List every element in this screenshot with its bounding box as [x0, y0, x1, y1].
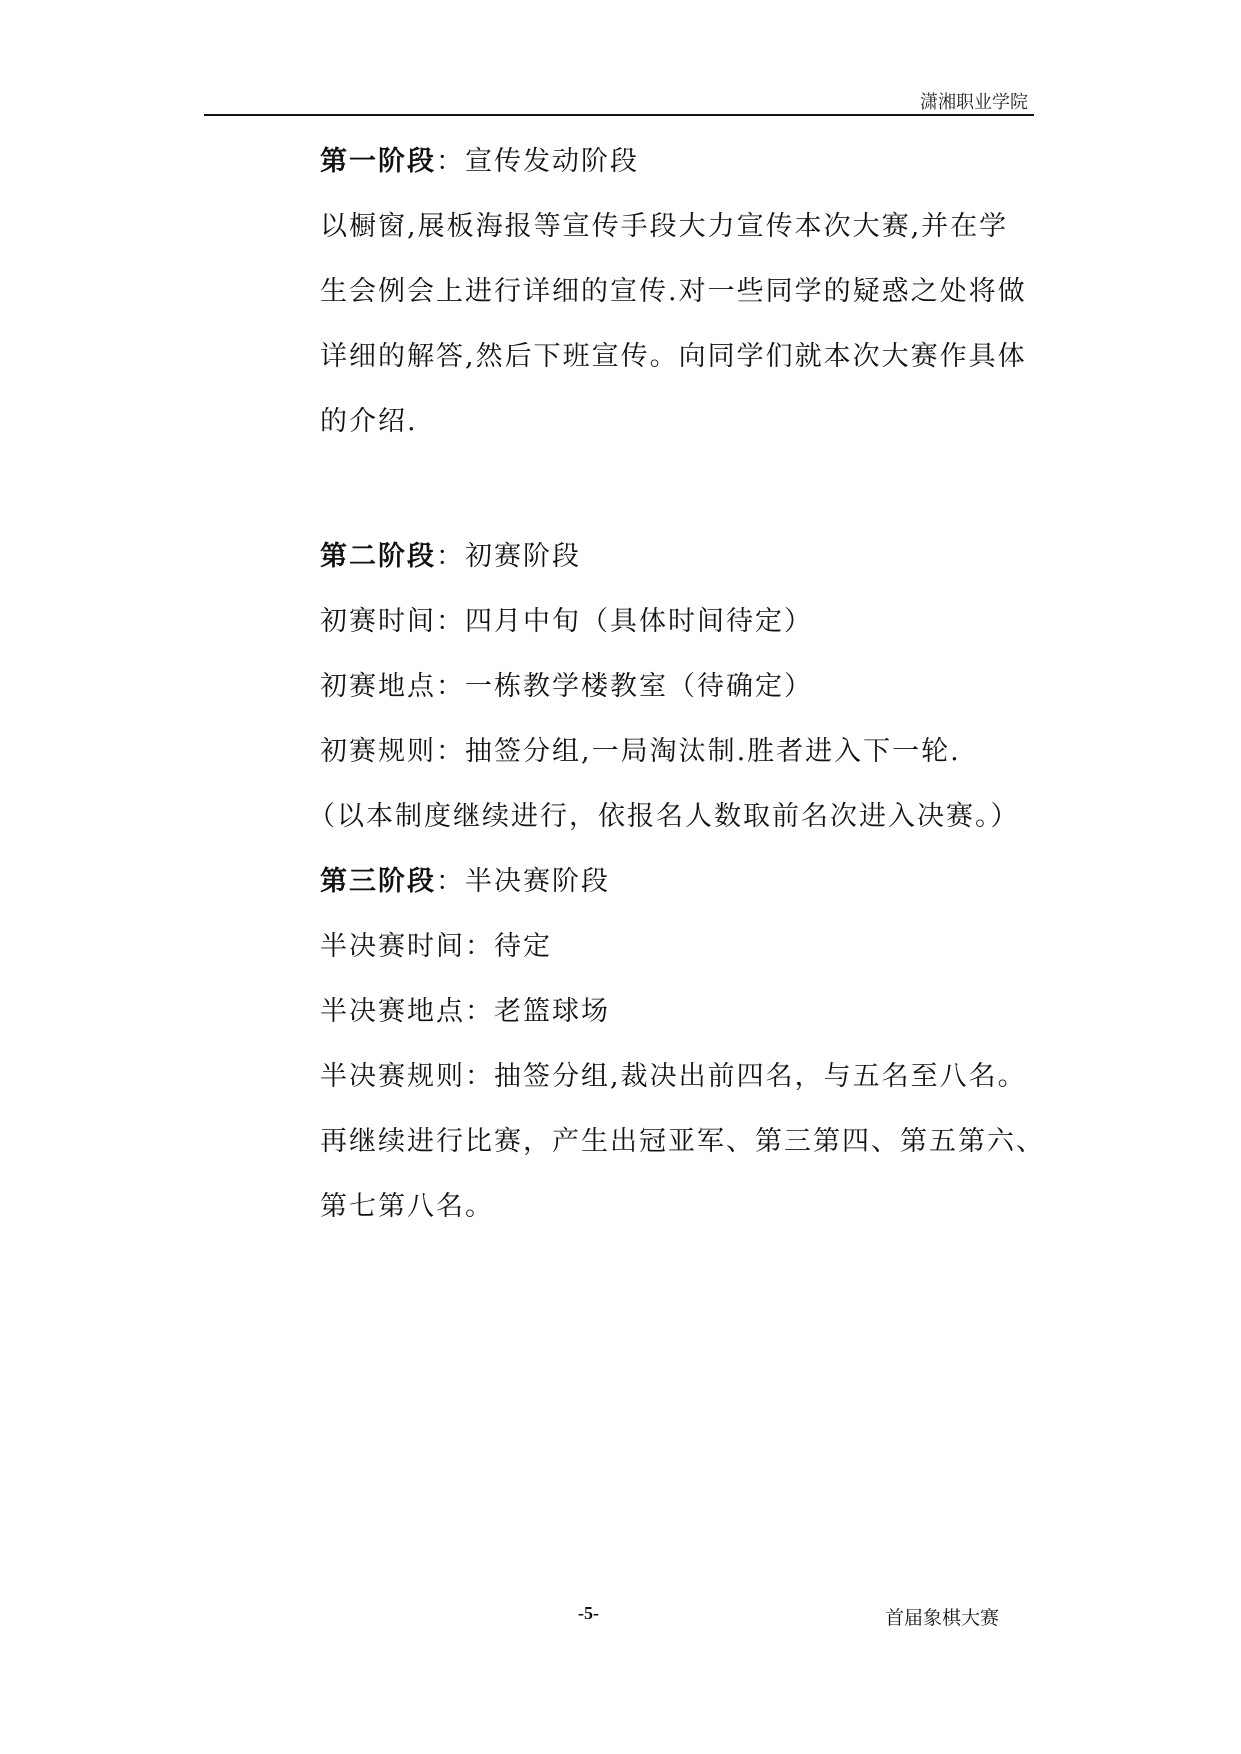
stage2-note: （以本制度继续进行，依报名人数取前名次进入决赛。） — [308, 801, 1020, 832]
paragraph-line: 详细的解答,然后下班宣传。向同学们就本次大赛作具体 — [320, 341, 1027, 372]
paragraph-line: 的介绍. — [320, 406, 418, 437]
stage3-title: 第三阶段 — [320, 866, 436, 897]
stage3-continue-2: 第七第八名。 — [320, 1191, 494, 1222]
header-title: 潇湘职业学院 — [920, 92, 1028, 112]
stage2-heading — [320, 535, 1040, 600]
stage2-time: 初赛时间：四月中旬（具体时间待定） — [320, 606, 813, 637]
stage3-heading — [320, 860, 1040, 925]
stage3-separator: ： — [436, 866, 465, 897]
header-divider — [204, 114, 1034, 116]
paragraph-line: 生会例会上进行详细的宣传.对一些同学的疑惑之处将做 — [320, 276, 1027, 307]
stage1-name: 宣传发动阶段 — [465, 146, 639, 177]
stage3-name: 半决赛阶段 — [465, 866, 610, 897]
document-body — [308, 140, 1045, 1250]
page-number: -5- — [578, 1603, 599, 1623]
stage1-title: 第一阶段 — [320, 146, 436, 177]
paragraph-line: 以橱窗,展板海报等宣传手段大力宣传本次大赛,并在学 — [320, 211, 1009, 242]
stage2-rules: 初赛规则：抽签分组,一局淘汰制.胜者进入下一轮. — [320, 736, 961, 767]
stage2-place: 初赛地点：一栋教学楼教室（待确定） — [320, 671, 813, 702]
stage2-separator: ： — [436, 541, 465, 572]
footer-title: 首届象棋大赛 — [885, 1607, 1000, 1629]
stage3-time: 半决赛时间：待定 — [320, 931, 552, 962]
stage2-title: 第二阶段 — [320, 541, 436, 572]
spacer — [320, 465, 1040, 535]
stage2-name: 初赛阶段 — [465, 541, 581, 572]
stage3-continue-1: 再继续进行比赛，产生出冠亚军、第三第四、第五第六、 — [320, 1126, 1045, 1157]
stage3-rules: 半决赛规则：抽签分组,裁决出前四名，与五名至八名。 — [320, 1061, 1027, 1092]
stage1-heading — [320, 140, 1040, 205]
stage1-separator: ： — [436, 146, 465, 177]
stage3-place: 半决赛地点：老篮球场 — [320, 996, 610, 1027]
